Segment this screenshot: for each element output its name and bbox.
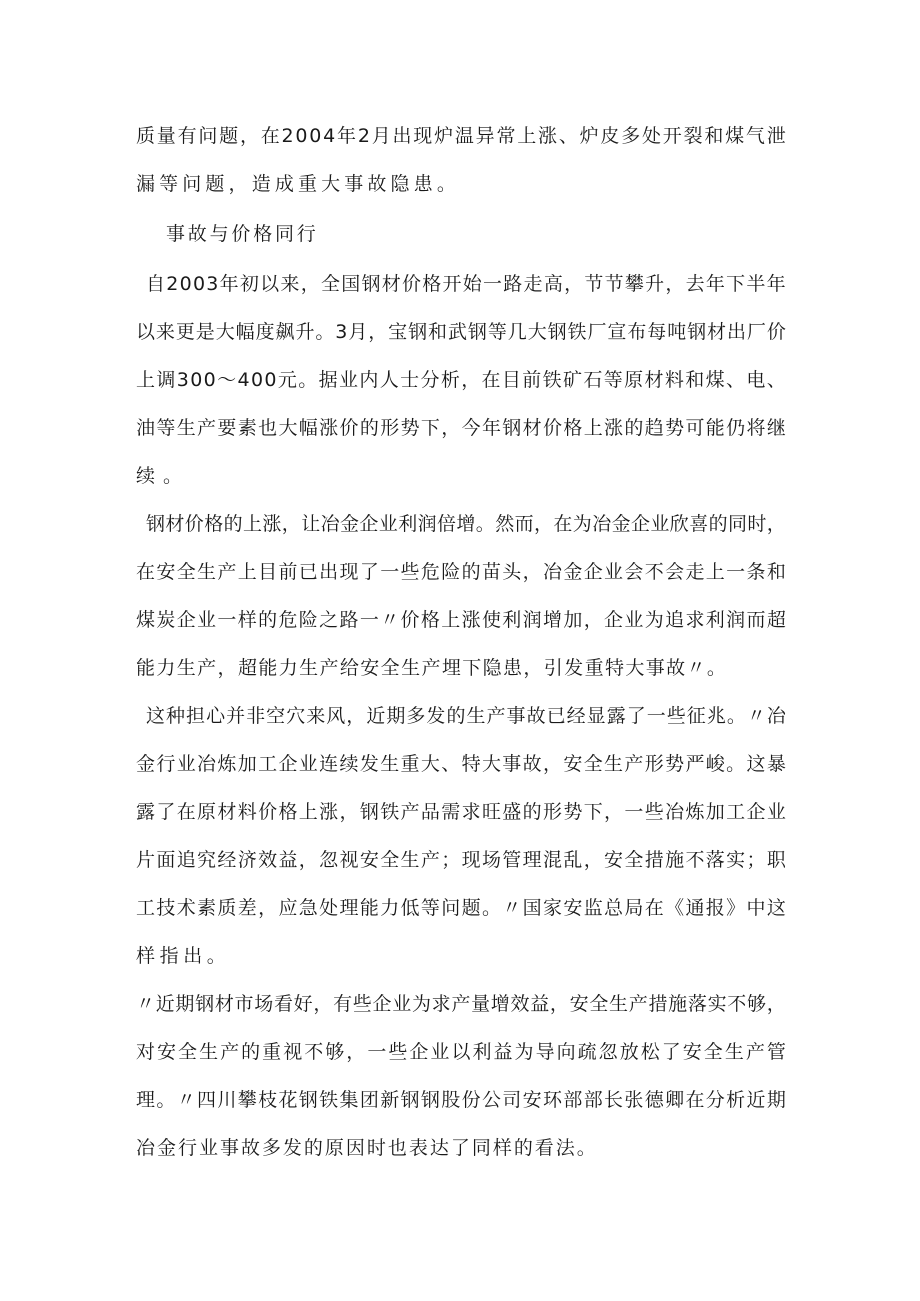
text-line: 自2003年初以来，全国钢材价格开始一路走高，节节攀升，去年下半年: [146, 273, 787, 295]
text-line: 漏等问题，造成重大事故隐患。: [136, 173, 460, 195]
text-line: 能力生产，超能力生产给安全生产埋下隐患，引发重特大事故〃。: [136, 657, 728, 679]
text-line: 理。〃四川攀枝花钢铁集团新钢钢股份公司安环部部长张德卿在分析近期: [136, 1089, 788, 1111]
text-line: 油等生产要素也大幅涨价的形势下，今年钢材价格上涨的趋势可能仍将继: [136, 417, 788, 439]
text-line: 续。: [136, 465, 191, 487]
text-line: 工技术素质差，应急处理能力低等问题。〃国家安监总局在《通报》中这: [136, 897, 788, 919]
text-line: 金行业冶炼加工企业连续发生重大、特大事故，安全生产形势严峻。这暴: [136, 753, 788, 775]
text-line: 上调300～400元。据业内人士分析，在目前铁矿石等原材料和煤、电、: [136, 369, 788, 391]
text-line: 片面追究经济效益，忽视安全生产；现场管理混乱，安全措施不落实；职: [136, 849, 788, 871]
text-line: 〃近期钢材市场看好，有些企业为求产量增效益，安全生产措施落实不够，: [136, 993, 787, 1015]
text-line: 以来更是大幅度飙升。3月，宝钢和武钢等几大钢铁厂宣布每吨钢材出厂价: [136, 321, 787, 343]
text-line: 冶金行业事故多发的原因时也表达了同样的看法。: [136, 1137, 598, 1159]
text-line: 质量有问题，在2004年2月出现炉温异常上涨、炉皮多处开裂和煤气泄: [136, 125, 788, 147]
text-line: 样指出。: [136, 945, 231, 967]
section-heading: 事故与价格同行: [166, 223, 319, 245]
text-line: 在安全生产上目前已出现了一些危险的苗头，冶金企业会不会走上一条和: [136, 561, 788, 583]
text-line: 露了在原材料价格上涨，钢铁产品需求旺盛的形势下，一些冶炼加工企业: [136, 801, 788, 823]
text-line: 这种担心并非空穴来风，近期多发的生产事故已经显露了一些征兆。〃冶: [146, 705, 787, 727]
text-line: 煤炭企业一样的危险之路一〃价格上涨使利润增加，企业为追求利润而超: [136, 609, 788, 631]
text-line: 对安全生产的重视不够，一些企业以利益为导向疏忽放松了安全生产管: [136, 1041, 788, 1063]
text-line: 钢材价格的上涨，让冶金企业利润倍增。然而，在为冶金企业欣喜的同时，: [146, 513, 787, 535]
